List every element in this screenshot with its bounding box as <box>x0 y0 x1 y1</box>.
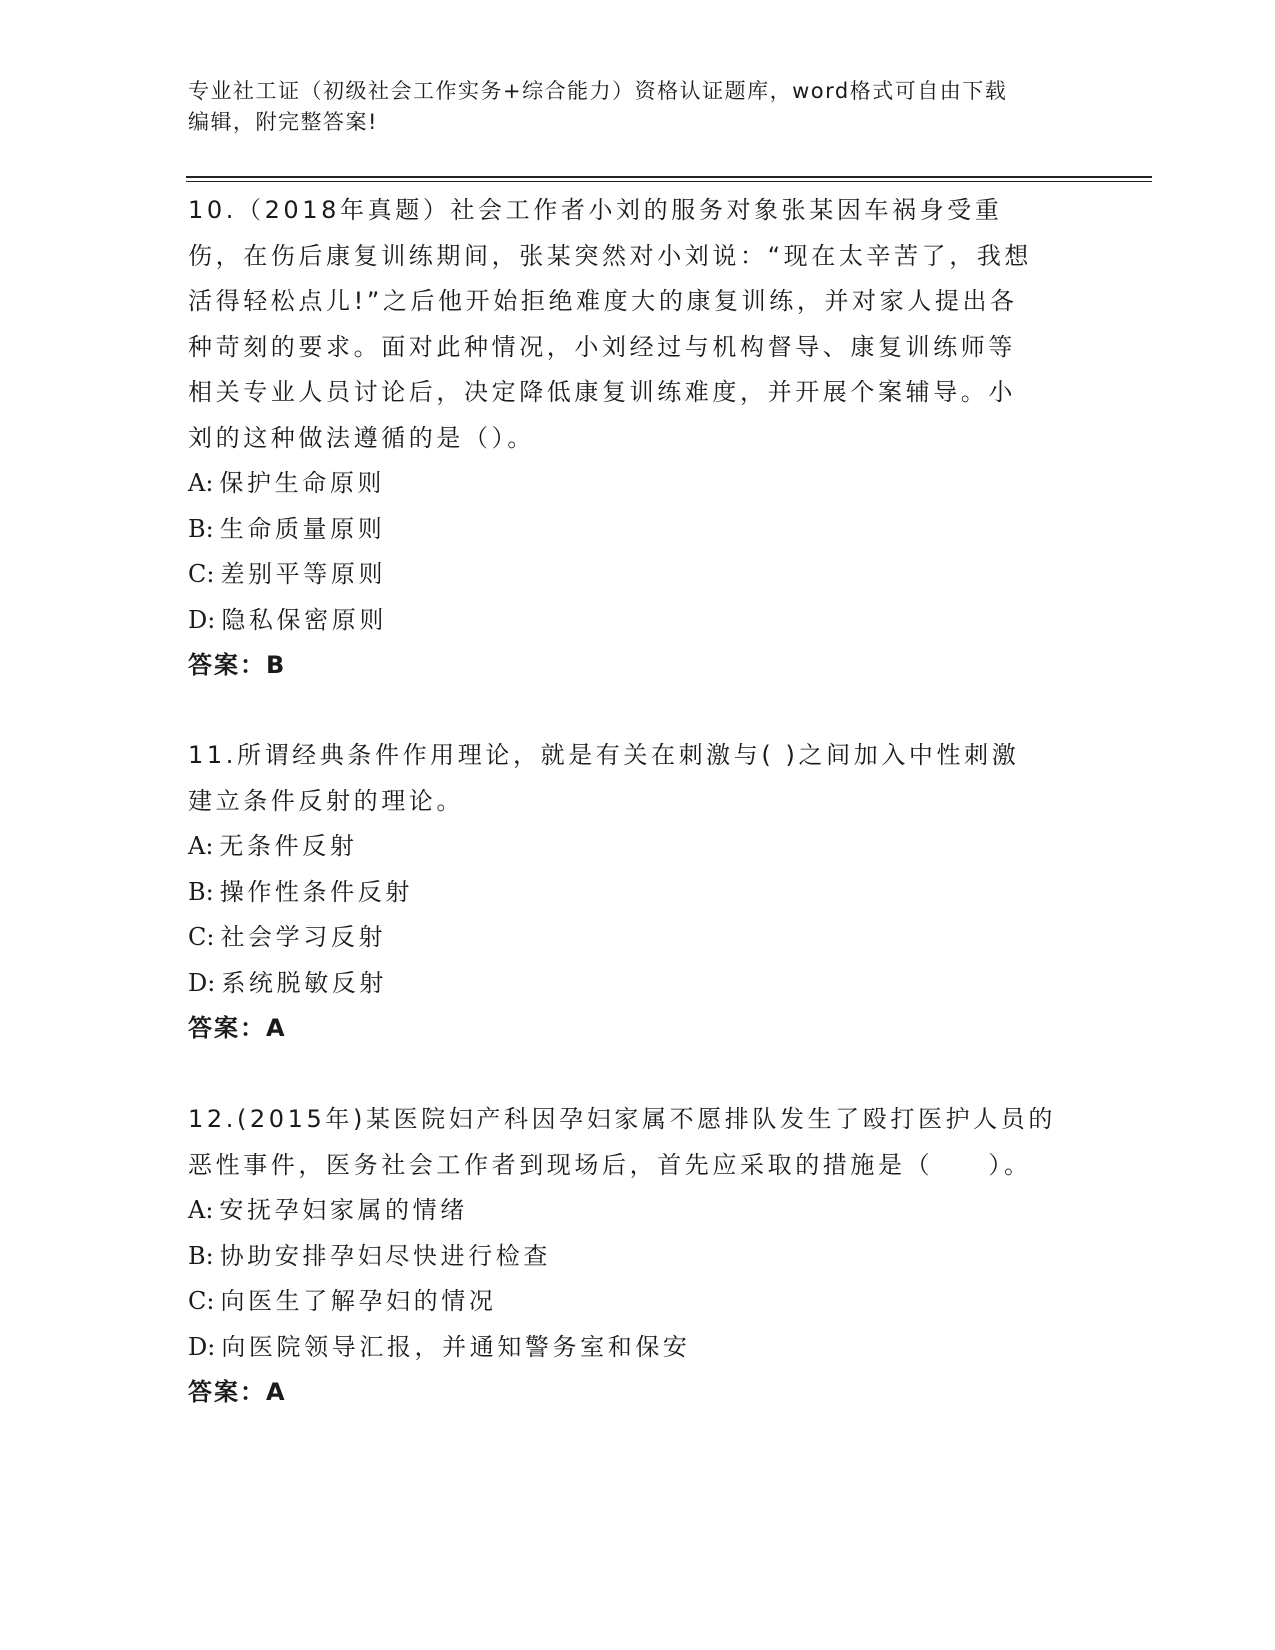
question-11 <box>188 733 1088 1052</box>
option-letter: D: <box>188 1332 216 1361</box>
option-text: 生命质量原则 <box>219 514 386 543</box>
option-c <box>188 915 1088 961</box>
answer-label: 答案：B <box>188 651 287 679</box>
option-text: 无条件反射 <box>219 832 358 860</box>
option-c <box>188 552 1088 598</box>
question-stem: 11.所谓经典条件作用理论，就是有关在刺激与( )之间加入中性刺激建立条件反射的理论。 <box>188 741 1020 815</box>
option-text: 安抚孕妇家属的情绪 <box>219 1196 468 1224</box>
option-letter: C: <box>188 560 215 588</box>
option-text: 向医院领导汇报，并通知警务室和保安 <box>221 1332 691 1361</box>
option-a <box>188 1188 1088 1234</box>
option-list <box>188 461 1088 643</box>
option-a <box>188 461 1088 507</box>
option-text: 隐私保密原则 <box>221 605 387 634</box>
option-text: 操作性条件反射 <box>219 877 413 906</box>
option-list <box>188 824 1088 1006</box>
option-text: 系统脱敏反射 <box>221 968 387 997</box>
question-stem: 10.（2018年真题）社会工作者小刘的服务对象张某因车祸身受重伤，在伤后康复训练期间，张某突然对小刘说：“现在太辛苦了，我想活得轻松点儿!”之后他开始拒绝难度大的康复训练，并对家人提出各种苛刻的要求。面对此种情况，小刘经过与机构督导、康复训练师等相关专业人员讨论后，决定降低康复训练难度，并开展个案辅导。小刘的这种做法遵循的是（）。 <box>188 196 1033 452</box>
option-letter: B: <box>188 1241 214 1270</box>
option-letter: A: <box>188 832 214 860</box>
option-letter: D: <box>188 968 216 997</box>
option-letter: C: <box>188 923 215 951</box>
question-12 <box>188 1097 1088 1416</box>
option-letter: B: <box>188 514 214 543</box>
header-line-2: 编辑，附完整答案! <box>188 110 378 134</box>
option-c <box>188 1279 1088 1325</box>
header-divider-thin <box>186 181 1152 182</box>
document-header <box>188 76 1088 138</box>
option-letter: D: <box>188 605 216 634</box>
option-list <box>188 1188 1088 1370</box>
option-b <box>188 507 1088 553</box>
option-d <box>188 1325 1088 1371</box>
option-letter: B: <box>188 877 214 906</box>
option-d <box>188 961 1088 1007</box>
option-a <box>188 824 1088 870</box>
question-stem: 12.(2015年)某医院妇产科因孕妇家属不愿排队发生了殴打医护人员的恶性事件，医务社会工作者到现场后，首先应采取的措施是（ ）。 <box>188 1105 1056 1179</box>
option-d <box>188 598 1088 644</box>
header-divider-thick <box>186 176 1152 178</box>
question-10 <box>188 188 1088 689</box>
option-letter: A: <box>188 469 214 497</box>
option-letter: A: <box>188 1196 214 1224</box>
option-text: 向医生了解孕妇的情况 <box>220 1287 497 1315</box>
option-text: 保护生命原则 <box>219 469 386 497</box>
option-text: 协助安排孕妇尽快进行检查 <box>219 1241 551 1270</box>
option-text: 差别平等原则 <box>220 560 387 588</box>
header-line-1: 专业社工证（初级社会工作实务+综合能力）资格认证题库，word格式可自由下载 <box>188 79 1008 103</box>
answer-label: 答案：A <box>188 1378 287 1406</box>
answer-label: 答案：A <box>188 1014 287 1042</box>
option-text: 社会学习反射 <box>220 923 387 951</box>
option-b <box>188 870 1088 916</box>
option-b <box>188 1234 1088 1280</box>
option-letter: C: <box>188 1287 215 1315</box>
